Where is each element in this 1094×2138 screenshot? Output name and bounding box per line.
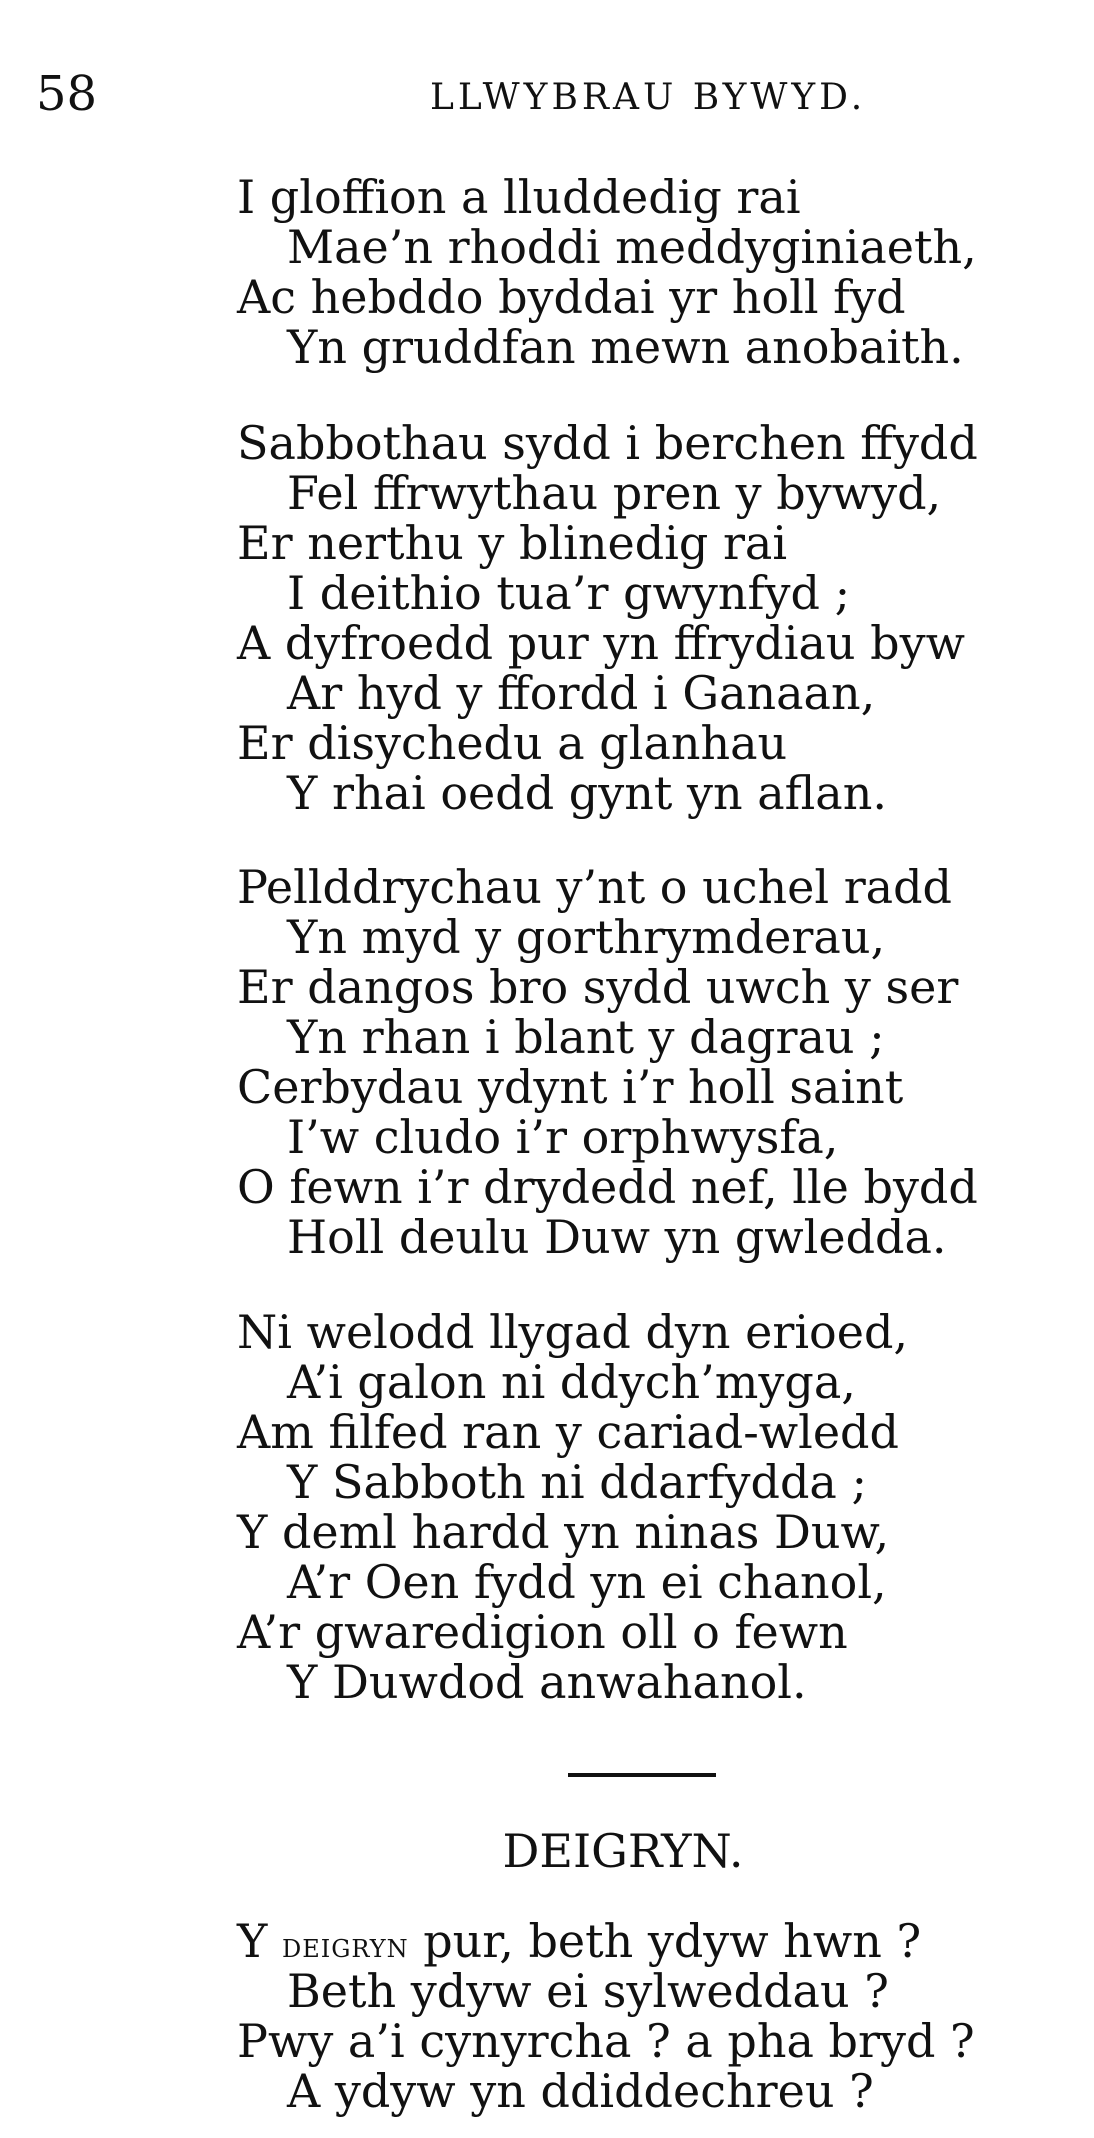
- section-divider-rule: [568, 1773, 716, 1777]
- poem-line: Ac hebddo byddai yr holl fyd: [237, 270, 906, 324]
- poem-line: Er dangos bro sydd uwch y ser: [237, 960, 959, 1014]
- poem-line: Ni welodd llygad dyn erioed,: [237, 1305, 909, 1359]
- poem-line: Ar hyd y ffordd i Ganaan,: [287, 666, 876, 720]
- poem-line: O fewn i’r drydedd nef, lle bydd: [237, 1160, 978, 1214]
- first-word: Y: [237, 1914, 268, 1968]
- poem-line: Holl deulu Duw yn gwledda.: [287, 1210, 947, 1264]
- stanza: [237, 1307, 1017, 1707]
- poem-line: I’w cludo i’r orphwysfa,: [287, 1110, 839, 1164]
- poem-line: Beth ydyw ei sylweddau ?: [287, 1964, 889, 2018]
- poem-line: I gloffion a lluddedig rai: [237, 170, 801, 224]
- poem-line: Y rhai oedd gynt yn aflan.: [287, 766, 887, 820]
- poem-line: A’i galon ni ddych’myga,: [287, 1355, 856, 1409]
- section-title: DEIGRYN.: [502, 1824, 744, 1878]
- poem-line: Pellddrychau y’nt o uchel radd: [237, 860, 952, 914]
- poem-line: [237, 1916, 1017, 1966]
- stanza: [237, 862, 1017, 1262]
- stanza: [237, 418, 1017, 818]
- poem-line: I deithio tua’r gwynfyd ;: [287, 566, 851, 620]
- poem-line: A’r Oen fydd yn ei chanol,: [287, 1555, 887, 1609]
- first-word-smallcaps: deigryn: [282, 1926, 409, 1966]
- poem-line: Yn rhan i blant y dagrau ;: [287, 1010, 885, 1064]
- first-line-rest: pur, beth ydyw hwn ?: [423, 1914, 922, 1968]
- poem-line: Pwy a’i cynyrcha ? a pha bryd ?: [237, 2014, 975, 2068]
- stanza: [237, 172, 1017, 372]
- poem-line: A dyfroedd pur yn ffrydiau byw: [237, 616, 965, 670]
- poem-line: Fel ffrwythau pren y bywyd,: [287, 466, 942, 520]
- poem-line: Er nerthu y blinedig rai: [237, 516, 788, 570]
- poem-line: A ydyw yn ddiddechreu ?: [287, 2064, 874, 2118]
- poem-line: Sabbothau sydd i berchen ffydd: [237, 416, 978, 470]
- poem-line: Am filfed ran y cariad-wledd: [237, 1405, 899, 1459]
- poem-line: Y Duwdod anwahanol.: [287, 1655, 807, 1709]
- stanza: [237, 1916, 1017, 2116]
- poem-line: Y Sabboth ni ddarfydda ;: [287, 1455, 867, 1509]
- poem-line: Mae’n rhoddi meddyginiaeth,: [287, 220, 977, 274]
- running-head: LLWYBRAU BYWYD.: [430, 77, 867, 118]
- poem-line: Er disychedu a glanhau: [237, 716, 788, 770]
- poem-line: Y deml hardd yn ninas Duw,: [237, 1505, 890, 1559]
- poem-line: Cerbydau ydynt i’r holl saint: [237, 1060, 904, 1114]
- page-number: 58: [36, 66, 98, 122]
- poem-line: Yn gruddfan mewn anobaith.: [287, 320, 964, 374]
- poem-line: A’r gwaredigion oll o fewn: [237, 1605, 848, 1659]
- poem-line: Yn myd y gorthrymderau,: [287, 910, 886, 964]
